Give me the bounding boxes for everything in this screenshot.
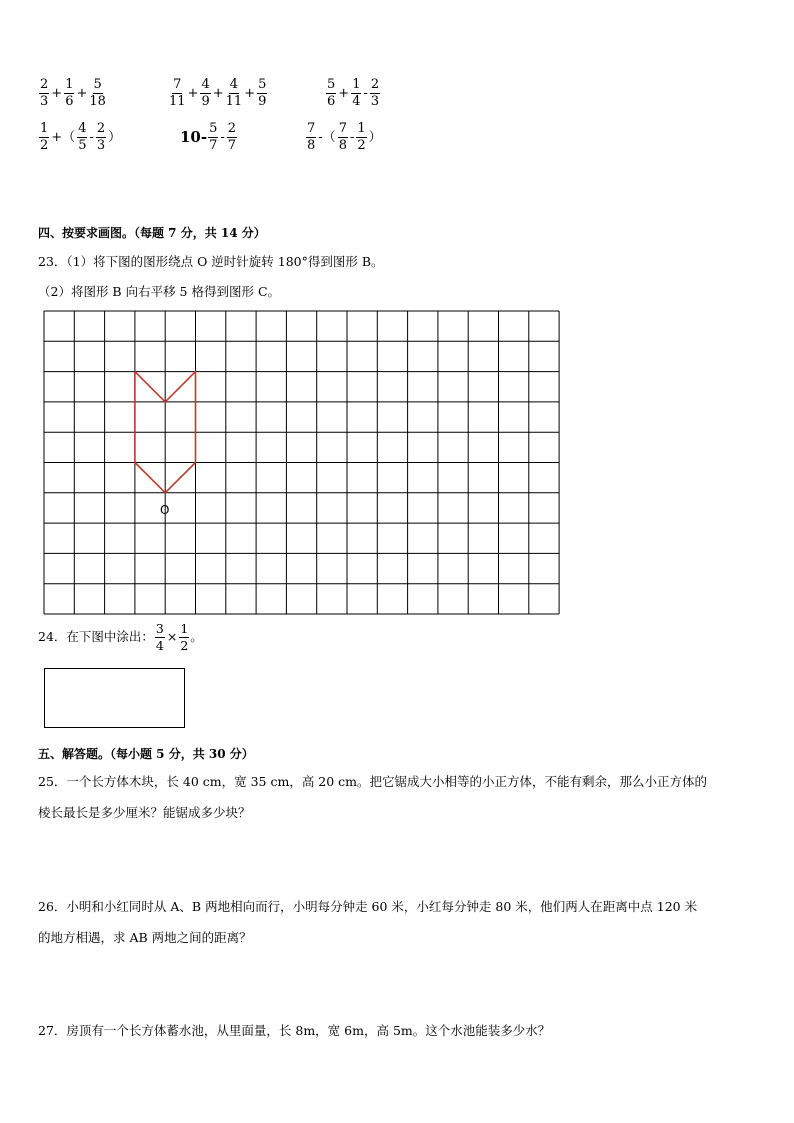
- fraction: $\frac{2}{3}$: [40, 77, 49, 109]
- fraction: $\frac{1}{2}$: [180, 621, 189, 653]
- q25-line1: 25．一个长方体木块，长 40 cm，宽 35 cm，高 20 cm。把它锯成大小相等的小正方体，不能有剩余，那么小正方体的: [38, 774, 708, 789]
- fraction: $\frac{5}{18}$: [89, 77, 106, 109]
- fraction: $\frac{7}{8}$: [338, 121, 347, 153]
- expr-r1c1: $\frac{2}{3}$ + $\frac{1}{6}$ + $\frac{5}{18}$: [40, 77, 106, 109]
- fraction: $\frac{1}{4}$: [352, 77, 361, 109]
- fraction: $\frac{1}{6}$: [65, 77, 74, 109]
- fraction: $\frac{7}{11}$: [169, 77, 186, 109]
- fraction: $\frac{1}{2}$: [40, 121, 49, 153]
- fraction: $\frac{4}{11}$: [225, 77, 243, 109]
- fraction: $\frac{4}{5}$: [78, 121, 87, 153]
- fraction: $\frac{7}{8}$: [307, 121, 316, 153]
- q25-line2: 棱长最长是多少厘米？能锯成多少块？: [38, 805, 251, 820]
- fraction: $\frac{5}{6}$: [327, 77, 336, 109]
- expr-r1c3: $\frac{5}{6}$ + $\frac{1}{4}$ - $\frac{2}{3}$: [327, 77, 380, 109]
- fraction: $\frac{2}{3}$: [96, 121, 106, 153]
- fraction: $\frac{5}{9}$: [258, 77, 267, 109]
- expr-r2c1: $\frac{1}{2}$ +（ $\frac{4}{5}$ - $\frac{2}{3}$ ）: [40, 121, 122, 153]
- q26-line2: 的地方相遇，求 AB 两地之间的距离？: [38, 930, 252, 945]
- shading-rectangle[interactable]: [44, 668, 185, 728]
- expr-r1c2: $\frac{7}{11}$ + $\frac{4}{9}$ + $\frac{4}{11}$ + $\frac{5}{9}$: [169, 77, 267, 109]
- section-5-title: 五、解答题。（每小题 5 分，共 30 分）: [38, 747, 254, 761]
- fraction: $\frac{1}{2}$: [357, 121, 366, 153]
- q24-line: 24．在下图中涂出： $\frac{3}{4}$ × $\frac{1}{2}$ 。: [38, 621, 203, 653]
- fraction: $\frac{2}{3}$: [370, 77, 380, 109]
- fraction: $\frac{3}{4}$: [155, 621, 164, 653]
- q27-line1: 27．房顶有一个长方体蓄水池，从里面量，长 8m，宽 6m，高 5m。这个水池能装多少水？: [38, 1023, 551, 1038]
- fraction: $\frac{2}{7}$: [227, 121, 237, 153]
- point-o-label: O: [160, 503, 170, 517]
- fraction: $\frac{4}{9}$: [201, 77, 210, 109]
- section-4-title: 四、按要求画图。（每题 7 分，共 14 分）: [38, 226, 266, 240]
- fraction: $\frac{5}{7}$: [209, 121, 218, 153]
- expr-r2c2: 10- $\frac{5}{7}$ - $\frac{2}{7}$: [180, 121, 237, 153]
- q23-line1: 23．（1）将下图的图形绕点 O 逆时针旋转 180°得到图形 B。: [38, 254, 384, 269]
- q26-line1: 26．小明和小红同时从 A、B 两地相向而行，小明每分钟走 60 米，小红每分钟走 80 米，他们两人在距离中点 120 米: [38, 899, 698, 914]
- q23-line2: （2）将图形 B 向右平移 5 格得到图形 C。: [38, 284, 281, 299]
- grid-lines: [44, 311, 559, 614]
- expr-r2c3: $\frac{7}{8}$ -（ $\frac{7}{8}$ - $\frac{1}{2}$ ）: [307, 121, 382, 153]
